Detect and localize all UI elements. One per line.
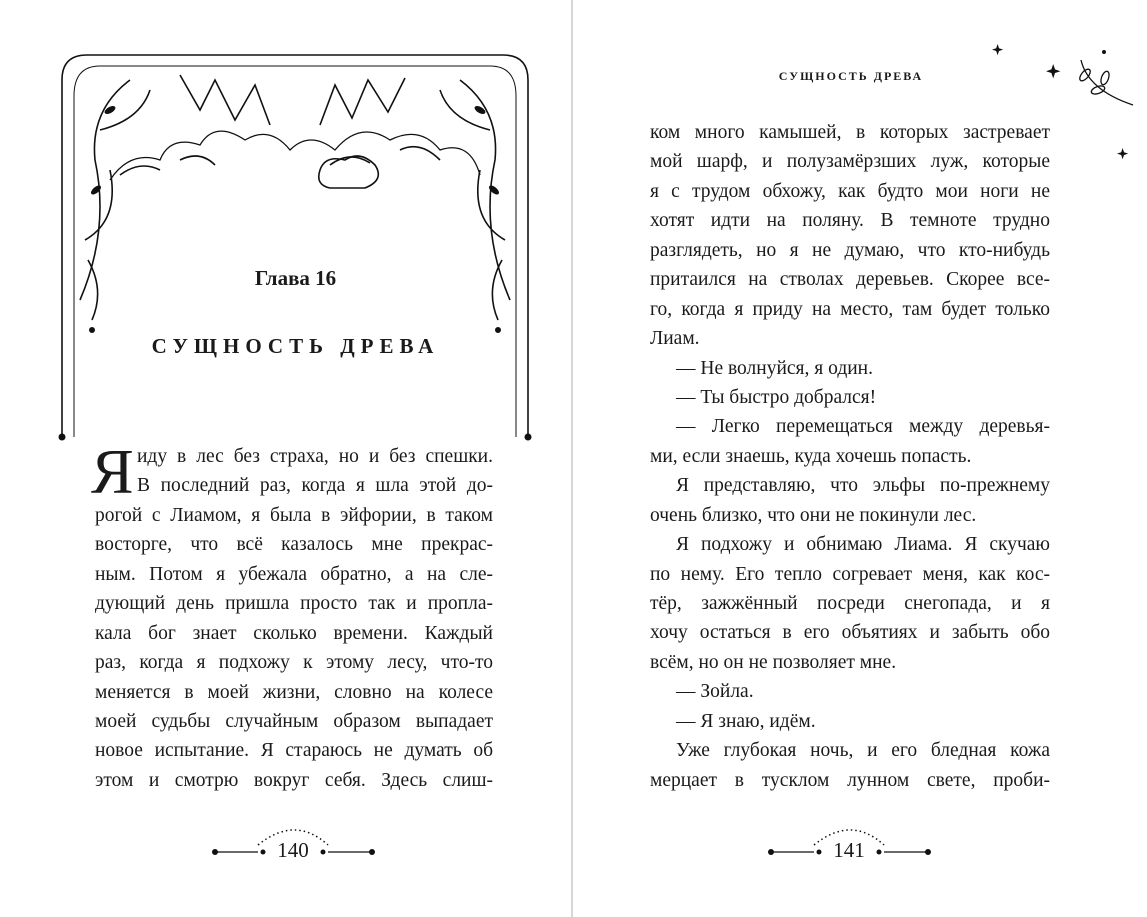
- text-line: Я представляю, что эльфы по-прежнему: [676, 475, 1050, 497]
- dialogue-line: — Не волнуйся, я один.: [676, 357, 873, 379]
- left-body-text: [91, 436, 493, 795]
- text-line: по нему. Его тепло согревает меня, как кос-: [650, 563, 1050, 585]
- text-line: Лиам.: [650, 328, 700, 350]
- right-body-text: [650, 118, 1050, 795]
- text-line: меняется в моей жизни, словно на колесе: [95, 681, 493, 703]
- text-line: очень близко, что они не покинули лес.: [650, 504, 977, 526]
- dialogue-line: — Я знаю, идём.: [676, 710, 816, 732]
- text-line: В последний раз, когда я шла этой до-: [137, 475, 493, 497]
- right-page: [573, 0, 1147, 917]
- text-line: хотят идти на поляну. В темноте трудно: [650, 210, 1050, 232]
- dialogue-line: — Зойла.: [676, 681, 754, 703]
- text-line: иду в лес без страха, но и без спешки.: [137, 446, 493, 467]
- text-line: ком много камышей, в которых застревает: [650, 122, 1050, 143]
- text-line: притаился на стволах деревьев. Скорее все-: [650, 269, 1050, 291]
- drop-cap: Я: [91, 436, 134, 507]
- text-line: мой шарф, и полузамёрзших луж, которые: [650, 151, 1050, 173]
- text-line: кала бог знает сколько времени. Каждый: [95, 622, 493, 644]
- text-line: разглядеть, но я не думаю, что кто-нибудь: [650, 239, 1050, 261]
- text-line: всём, но он не позволяет мне.: [650, 651, 897, 673]
- text-line: мерцает в тусклом лунном свете, проби-: [650, 769, 1050, 791]
- text-line: ми, если знаешь, куда хочешь попасть.: [650, 445, 972, 467]
- dialogue-line: — Легко перемещаться между деревья-: [676, 416, 1050, 438]
- page-number: 141: [833, 838, 865, 862]
- text-line: хочу остаться в его объятиях и забыть обо: [650, 622, 1050, 644]
- text-line: моей судьбы случайным образом выпадает: [95, 710, 493, 732]
- text-line: Уже глубокая ночь, и его бледная кожа: [676, 740, 1050, 762]
- running-header: СУЩНОСТЬ ДРЕВА: [778, 69, 924, 83]
- text-line: я с трудом обхожу, как будто мои ноги не: [650, 180, 1050, 202]
- text-line: го, когда я приду на место, там будет только: [650, 298, 1050, 320]
- page-number: 140: [277, 838, 309, 862]
- text-line: восторге, что всё казалось мне прекрас-: [95, 534, 493, 556]
- text-line: этом и смотрю вокруг себя. Здесь слиш-: [95, 769, 493, 791]
- dialogue-line: — Ты быстро добрался!: [676, 386, 877, 408]
- text-line: рогой с Лиамом, я была в эйфории, в таком: [95, 504, 493, 526]
- chapter-title: СУЩНОСТЬ ДРЕВА: [151, 334, 440, 358]
- text-line: тёр, зажжённый посреди снегопада, и я: [650, 593, 1050, 614]
- text-line: раз, когда я подхожу к этому лесу, что-то: [95, 652, 493, 674]
- text-line: Я подхожу и обнимаю Лиама. Я скучаю: [676, 534, 1050, 556]
- chapter-frame-ornament: [0, 0, 571, 460]
- chapter-number: Глава 16: [254, 266, 337, 290]
- text-line: новое испытание. Я стараюсь не думать об: [95, 740, 493, 762]
- text-line: дующий день пришла просто так и пропла-: [95, 593, 493, 615]
- left-page: [0, 0, 571, 917]
- text-line: ным. Потом я убежала обратно, а на сле-: [95, 563, 493, 585]
